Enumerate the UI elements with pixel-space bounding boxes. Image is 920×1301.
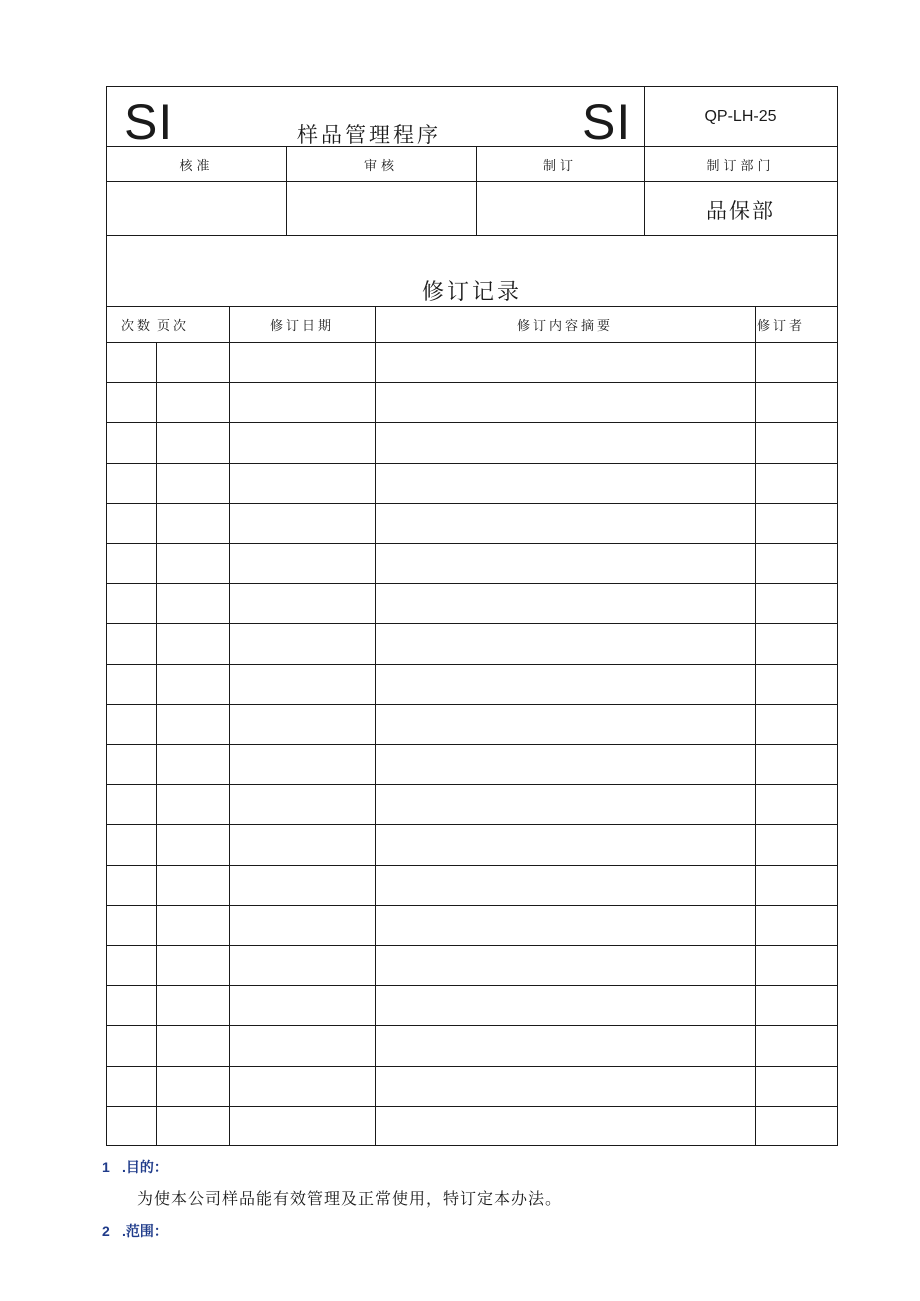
prepared-label: 制订 xyxy=(542,159,577,174)
table-cell[interactable] xyxy=(231,706,373,742)
table-row-rule xyxy=(107,865,837,866)
table-cell[interactable] xyxy=(757,786,835,822)
table-cell[interactable] xyxy=(231,424,373,460)
rule xyxy=(755,306,756,1146)
table-row-rule xyxy=(107,664,837,665)
table-cell[interactable] xyxy=(231,465,373,501)
approve-signature-cell[interactable] xyxy=(107,182,286,235)
prepared-signature-cell[interactable] xyxy=(476,182,644,235)
table-cell[interactable] xyxy=(109,1108,154,1144)
table-cell[interactable] xyxy=(231,746,373,782)
table-row-rule xyxy=(107,784,837,785)
table-cell[interactable] xyxy=(377,826,753,862)
rule xyxy=(156,342,157,1146)
table-cell[interactable] xyxy=(109,585,154,621)
table-cell[interactable] xyxy=(158,907,227,943)
table-cell[interactable] xyxy=(231,1068,373,1104)
table-cell[interactable] xyxy=(109,786,154,822)
department-label: 制订部门 xyxy=(706,159,775,174)
table-cell[interactable] xyxy=(231,1108,373,1144)
table-cell[interactable] xyxy=(377,666,753,702)
review-label: 审核 xyxy=(363,159,398,174)
table-cell[interactable] xyxy=(231,344,373,380)
table-row-rule xyxy=(107,744,837,745)
table-row-rule xyxy=(107,382,837,383)
table-cell[interactable] xyxy=(757,746,835,782)
table-cell[interactable] xyxy=(757,344,835,380)
table-cell[interactable] xyxy=(109,987,154,1023)
table-row-rule xyxy=(107,1025,837,1026)
col-header-date: 修订日期 xyxy=(269,319,334,334)
table-cell[interactable] xyxy=(109,625,154,661)
table-cell[interactable] xyxy=(109,424,154,460)
section-number: 2 xyxy=(102,1223,110,1239)
department-value: 品保部 xyxy=(706,199,775,223)
col-header-page: 页次 xyxy=(157,319,190,334)
table-cell[interactable] xyxy=(377,465,753,501)
table-cell[interactable] xyxy=(757,706,835,742)
table-row-rule xyxy=(107,985,837,986)
table-cell[interactable] xyxy=(158,666,227,702)
table-cell[interactable] xyxy=(757,826,835,862)
table-cell[interactable] xyxy=(231,826,373,862)
table-cell[interactable] xyxy=(158,384,227,420)
table-cell[interactable] xyxy=(231,666,373,702)
table-cell[interactable] xyxy=(231,384,373,420)
table-cell[interactable] xyxy=(109,706,154,742)
revision-record-title: 修订记录 xyxy=(421,280,522,305)
table-cell[interactable] xyxy=(377,625,753,661)
table-cell[interactable] xyxy=(158,344,227,380)
table-cell[interactable] xyxy=(377,1068,753,1104)
table-cell[interactable] xyxy=(231,907,373,943)
table-cell[interactable] xyxy=(109,465,154,501)
table-row-rule xyxy=(107,945,837,946)
table-row-rule xyxy=(107,463,837,464)
table-cell[interactable] xyxy=(757,505,835,541)
table-cell[interactable] xyxy=(377,867,753,903)
table-cell[interactable] xyxy=(757,465,835,501)
logo-right: SI xyxy=(582,94,632,150)
table-cell[interactable] xyxy=(231,585,373,621)
table-cell[interactable] xyxy=(231,947,373,983)
table-cell[interactable] xyxy=(109,746,154,782)
table-row-rule xyxy=(107,583,837,584)
table-cell[interactable] xyxy=(109,1068,154,1104)
table-row-rule xyxy=(107,704,837,705)
table-cell[interactable] xyxy=(377,786,753,822)
table-row-rule xyxy=(107,1106,837,1107)
table-cell[interactable] xyxy=(109,867,154,903)
table-cell[interactable] xyxy=(231,505,373,541)
table-cell[interactable] xyxy=(109,505,154,541)
table-cell[interactable] xyxy=(158,786,227,822)
rule xyxy=(107,146,837,147)
table-cell[interactable] xyxy=(231,1027,373,1063)
table-cell[interactable] xyxy=(158,1027,227,1063)
document-title: 样品管理程序 xyxy=(297,123,441,147)
table-cell[interactable] xyxy=(231,545,373,581)
table-row-rule xyxy=(107,422,837,423)
table-row-rule xyxy=(107,905,837,906)
table-cell[interactable] xyxy=(231,867,373,903)
table-cell[interactable] xyxy=(158,465,227,501)
table-cell[interactable] xyxy=(757,384,835,420)
section-number: 1 xyxy=(102,1159,110,1175)
logo-left: SI xyxy=(124,94,174,150)
table-cell[interactable] xyxy=(109,826,154,862)
table-cell[interactable] xyxy=(158,545,227,581)
table-cell[interactable] xyxy=(231,786,373,822)
table-row-rule xyxy=(107,1066,837,1067)
table-cell[interactable] xyxy=(158,867,227,903)
table-cell[interactable] xyxy=(757,625,835,661)
table-cell[interactable] xyxy=(158,987,227,1023)
col-header-count: 次数 xyxy=(121,319,154,334)
table-cell[interactable] xyxy=(377,585,753,621)
table-cell[interactable] xyxy=(757,1068,835,1104)
table-cell[interactable] xyxy=(757,947,835,983)
review-signature-cell[interactable] xyxy=(286,182,476,235)
table-cell[interactable] xyxy=(231,987,373,1023)
table-cell[interactable] xyxy=(757,424,835,460)
section-1-heading xyxy=(102,1157,168,1177)
table-row-rule xyxy=(107,824,837,825)
section-2-heading xyxy=(102,1221,168,1241)
table-cell[interactable] xyxy=(158,746,227,782)
table-cell[interactable] xyxy=(158,826,227,862)
table-cell[interactable] xyxy=(757,1108,835,1144)
section-title: .范围： xyxy=(122,1223,168,1239)
table-cell[interactable] xyxy=(109,1027,154,1063)
table-cell[interactable] xyxy=(377,1027,753,1063)
table-cell[interactable] xyxy=(757,666,835,702)
rule xyxy=(107,306,837,307)
table-cell[interactable] xyxy=(757,545,835,581)
table-cell[interactable] xyxy=(158,424,227,460)
rule xyxy=(375,306,376,1146)
table-cell[interactable] xyxy=(377,706,753,742)
table-cell[interactable] xyxy=(757,585,835,621)
rule xyxy=(107,235,837,236)
section-1-text: 为使本公司样品能有效管理及正常使用，特订定本办法。 xyxy=(137,1189,563,1208)
table-cell[interactable] xyxy=(377,947,753,983)
table-cell[interactable] xyxy=(158,505,227,541)
table-cell[interactable] xyxy=(757,867,835,903)
approve-label: 核准 xyxy=(179,159,214,174)
table-cell[interactable] xyxy=(158,625,227,661)
table-cell[interactable] xyxy=(109,666,154,702)
table-cell[interactable] xyxy=(109,384,154,420)
section-title: .目的： xyxy=(122,1159,168,1175)
table-cell[interactable] xyxy=(231,625,373,661)
table-cell[interactable] xyxy=(377,505,753,541)
table-cell[interactable] xyxy=(109,545,154,581)
rule xyxy=(229,306,230,1146)
col-header-summary: 修订内容摘要 xyxy=(516,319,613,334)
table-cell[interactable] xyxy=(158,1068,227,1104)
table-cell[interactable] xyxy=(377,987,753,1023)
table-cell[interactable] xyxy=(757,1027,835,1063)
table-cell[interactable] xyxy=(757,987,835,1023)
document-code: QP-LH-25 xyxy=(704,108,777,125)
table-cell[interactable] xyxy=(757,907,835,943)
table-cell[interactable] xyxy=(158,585,227,621)
table-cell[interactable] xyxy=(109,907,154,943)
table-cell[interactable] xyxy=(377,424,753,460)
table-cell[interactable] xyxy=(377,384,753,420)
table-row-rule xyxy=(107,543,837,544)
table-row-rule xyxy=(107,503,837,504)
document-form xyxy=(106,86,838,1146)
table-row-rule xyxy=(107,623,837,624)
table-cell[interactable] xyxy=(377,344,753,380)
col-header-reviser: 修订者 xyxy=(757,319,806,334)
table-cell[interactable] xyxy=(158,706,227,742)
table-cell[interactable] xyxy=(377,1108,753,1144)
table-cell[interactable] xyxy=(109,344,154,380)
table-row-rule xyxy=(107,342,837,343)
table-cell[interactable] xyxy=(109,947,154,983)
table-cell[interactable] xyxy=(377,907,753,943)
table-cell[interactable] xyxy=(158,1108,227,1144)
table-cell[interactable] xyxy=(377,545,753,581)
table-cell[interactable] xyxy=(377,746,753,782)
table-cell[interactable] xyxy=(158,947,227,983)
